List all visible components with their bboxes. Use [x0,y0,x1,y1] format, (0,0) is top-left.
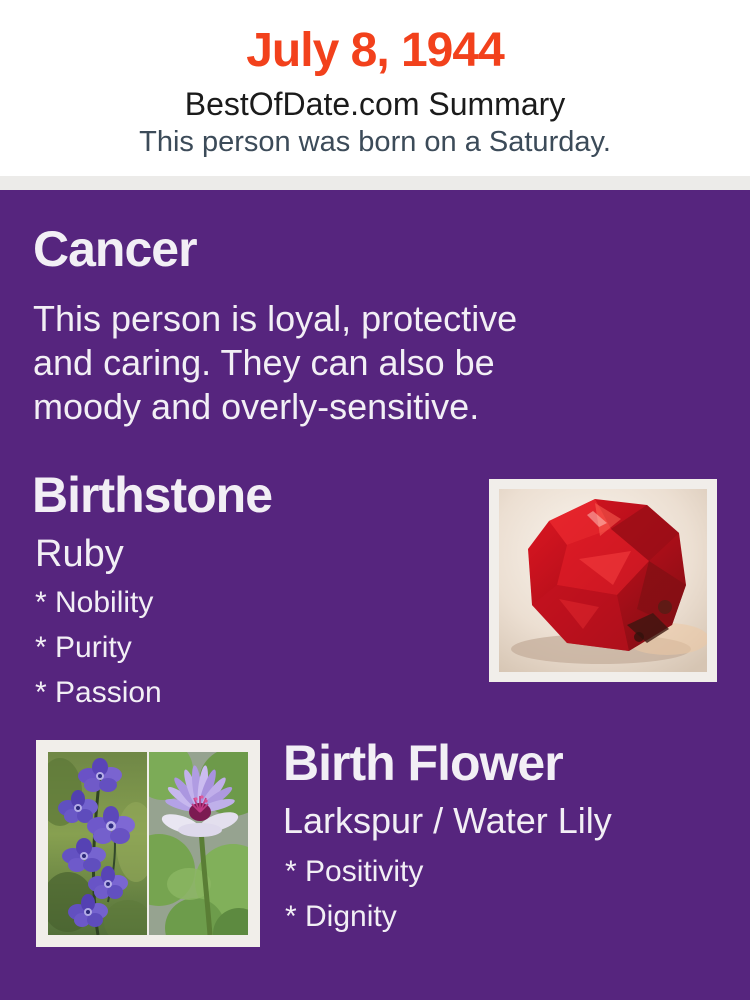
page-title-date: July 8, 1944 [246,24,504,77]
birth-flower-photo-frame [36,740,260,947]
birth-flower-name: Larkspur / Water Lily [283,800,612,841]
larkspur-photo [48,752,147,935]
birthstone-photo-frame [489,479,717,682]
site-summary-line: BestOfDate.com Summary [184,86,566,122]
water-lily-photo [149,752,248,935]
birthstone-heading: Birthstone [32,467,272,523]
zodiac-description-line: and caring. They can also be [33,342,495,383]
born-weekday-line: This person was born on a Saturday. [139,126,611,158]
birthstone-trait: * Passion [35,676,162,709]
zodiac-sign-heading: Cancer [33,221,197,277]
birth-flower-trait: * Positivity [285,855,424,888]
birthstone-name: Ruby [35,533,124,575]
birth-flower-heading: Birth Flower [283,735,563,791]
divider-bar [0,176,750,190]
birthstone-trait: * Purity [35,631,132,664]
ruby-photo [499,489,707,672]
birthstone-trait: * Nobility [35,586,154,619]
birth-flower-trait: * Dignity [285,900,397,933]
zodiac-description-line: This person is loyal, protective [33,298,518,339]
zodiac-description [33,297,693,429]
zodiac-description-line: moody and overly-sensitive. [33,386,480,427]
